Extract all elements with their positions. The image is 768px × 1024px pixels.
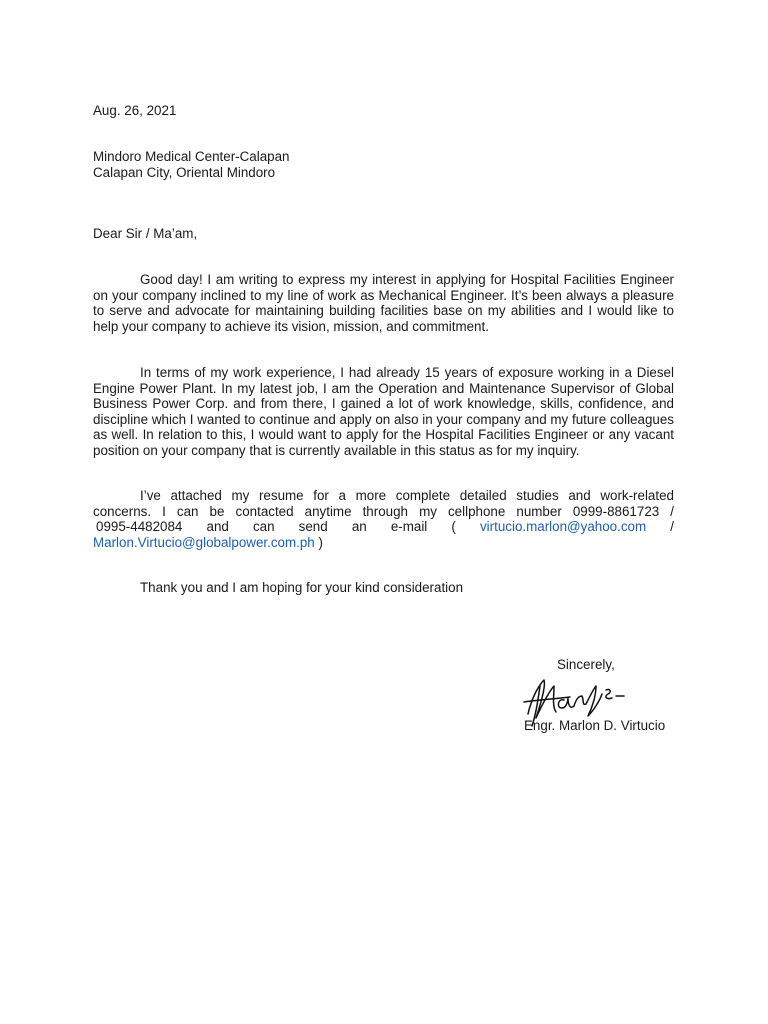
word-email: e-mail: [390, 519, 428, 534]
paragraph-contact: [93, 488, 674, 550]
signer-name: Engr. Marlon D. Virtucio: [524, 718, 666, 733]
open-paren: (: [451, 519, 456, 534]
contact-line-1: I’ve attached my resume for a more complete detailed studies and work-related: [140, 488, 674, 503]
contact-line-4: [93, 535, 674, 551]
word-can: can: [252, 519, 275, 534]
slash-separator: /: [670, 519, 674, 534]
recipient-address: Calapan City, Oriental Mindoro: [93, 164, 276, 180]
recipient-name: Mindoro Medical Center-Calapan: [93, 149, 290, 164]
salutation: Dear Sir / Ma’am,: [93, 226, 198, 241]
email-link-yahoo[interactable]: virtucio.marlon@yahoo.com: [479, 519, 647, 534]
paragraph-introduction: Good day! I am writing to express my interest in applying for Hospital Facilities Engineer on your company inclined to my line of work as Mechanical Engineer. It’s been always a pleasure to serve and advocate for maintaining building facilities base on my abilities and I would like to help your company to achieve its vision, mission, and commitment.: [93, 272, 674, 334]
word-and: and: [206, 519, 229, 534]
letter-date: Aug. 26, 2021: [93, 103, 177, 118]
email-link-globalpower[interactable]: Marlon.Virtucio@globalpower.com.ph: [93, 534, 315, 550]
word-an: an: [351, 519, 367, 534]
paragraph-experience: In terms of my work experience, I had already 15 years of exposure working in a Diesel Engine Power Plant. In my latest job, I am the Operation and Maintenance Supervisor of Global Business Power Corp. and from there, I gained a lot of work knowledge, skills, confidence, and discipline which I wanted to continue and apply on also in your company and my future colleagues as well. In relation to this, I would want to apply for the Hospital Facilities Engineer or any vacant position on your company that is currently available in this status as for my inquiry.: [93, 365, 674, 458]
phone-number-2: 0995-4482084: [96, 519, 183, 534]
contact-line-3: [93, 519, 674, 535]
contact-line-2: concerns. I can be contacted anytime through my cellphone number 0999-8861723 /: [93, 503, 674, 519]
closing-line: Thank you and I am hoping for your kind consideration: [140, 580, 464, 595]
word-send: send: [298, 519, 328, 534]
valediction: Sincerely,: [557, 657, 615, 672]
close-paren: ): [318, 534, 323, 550]
